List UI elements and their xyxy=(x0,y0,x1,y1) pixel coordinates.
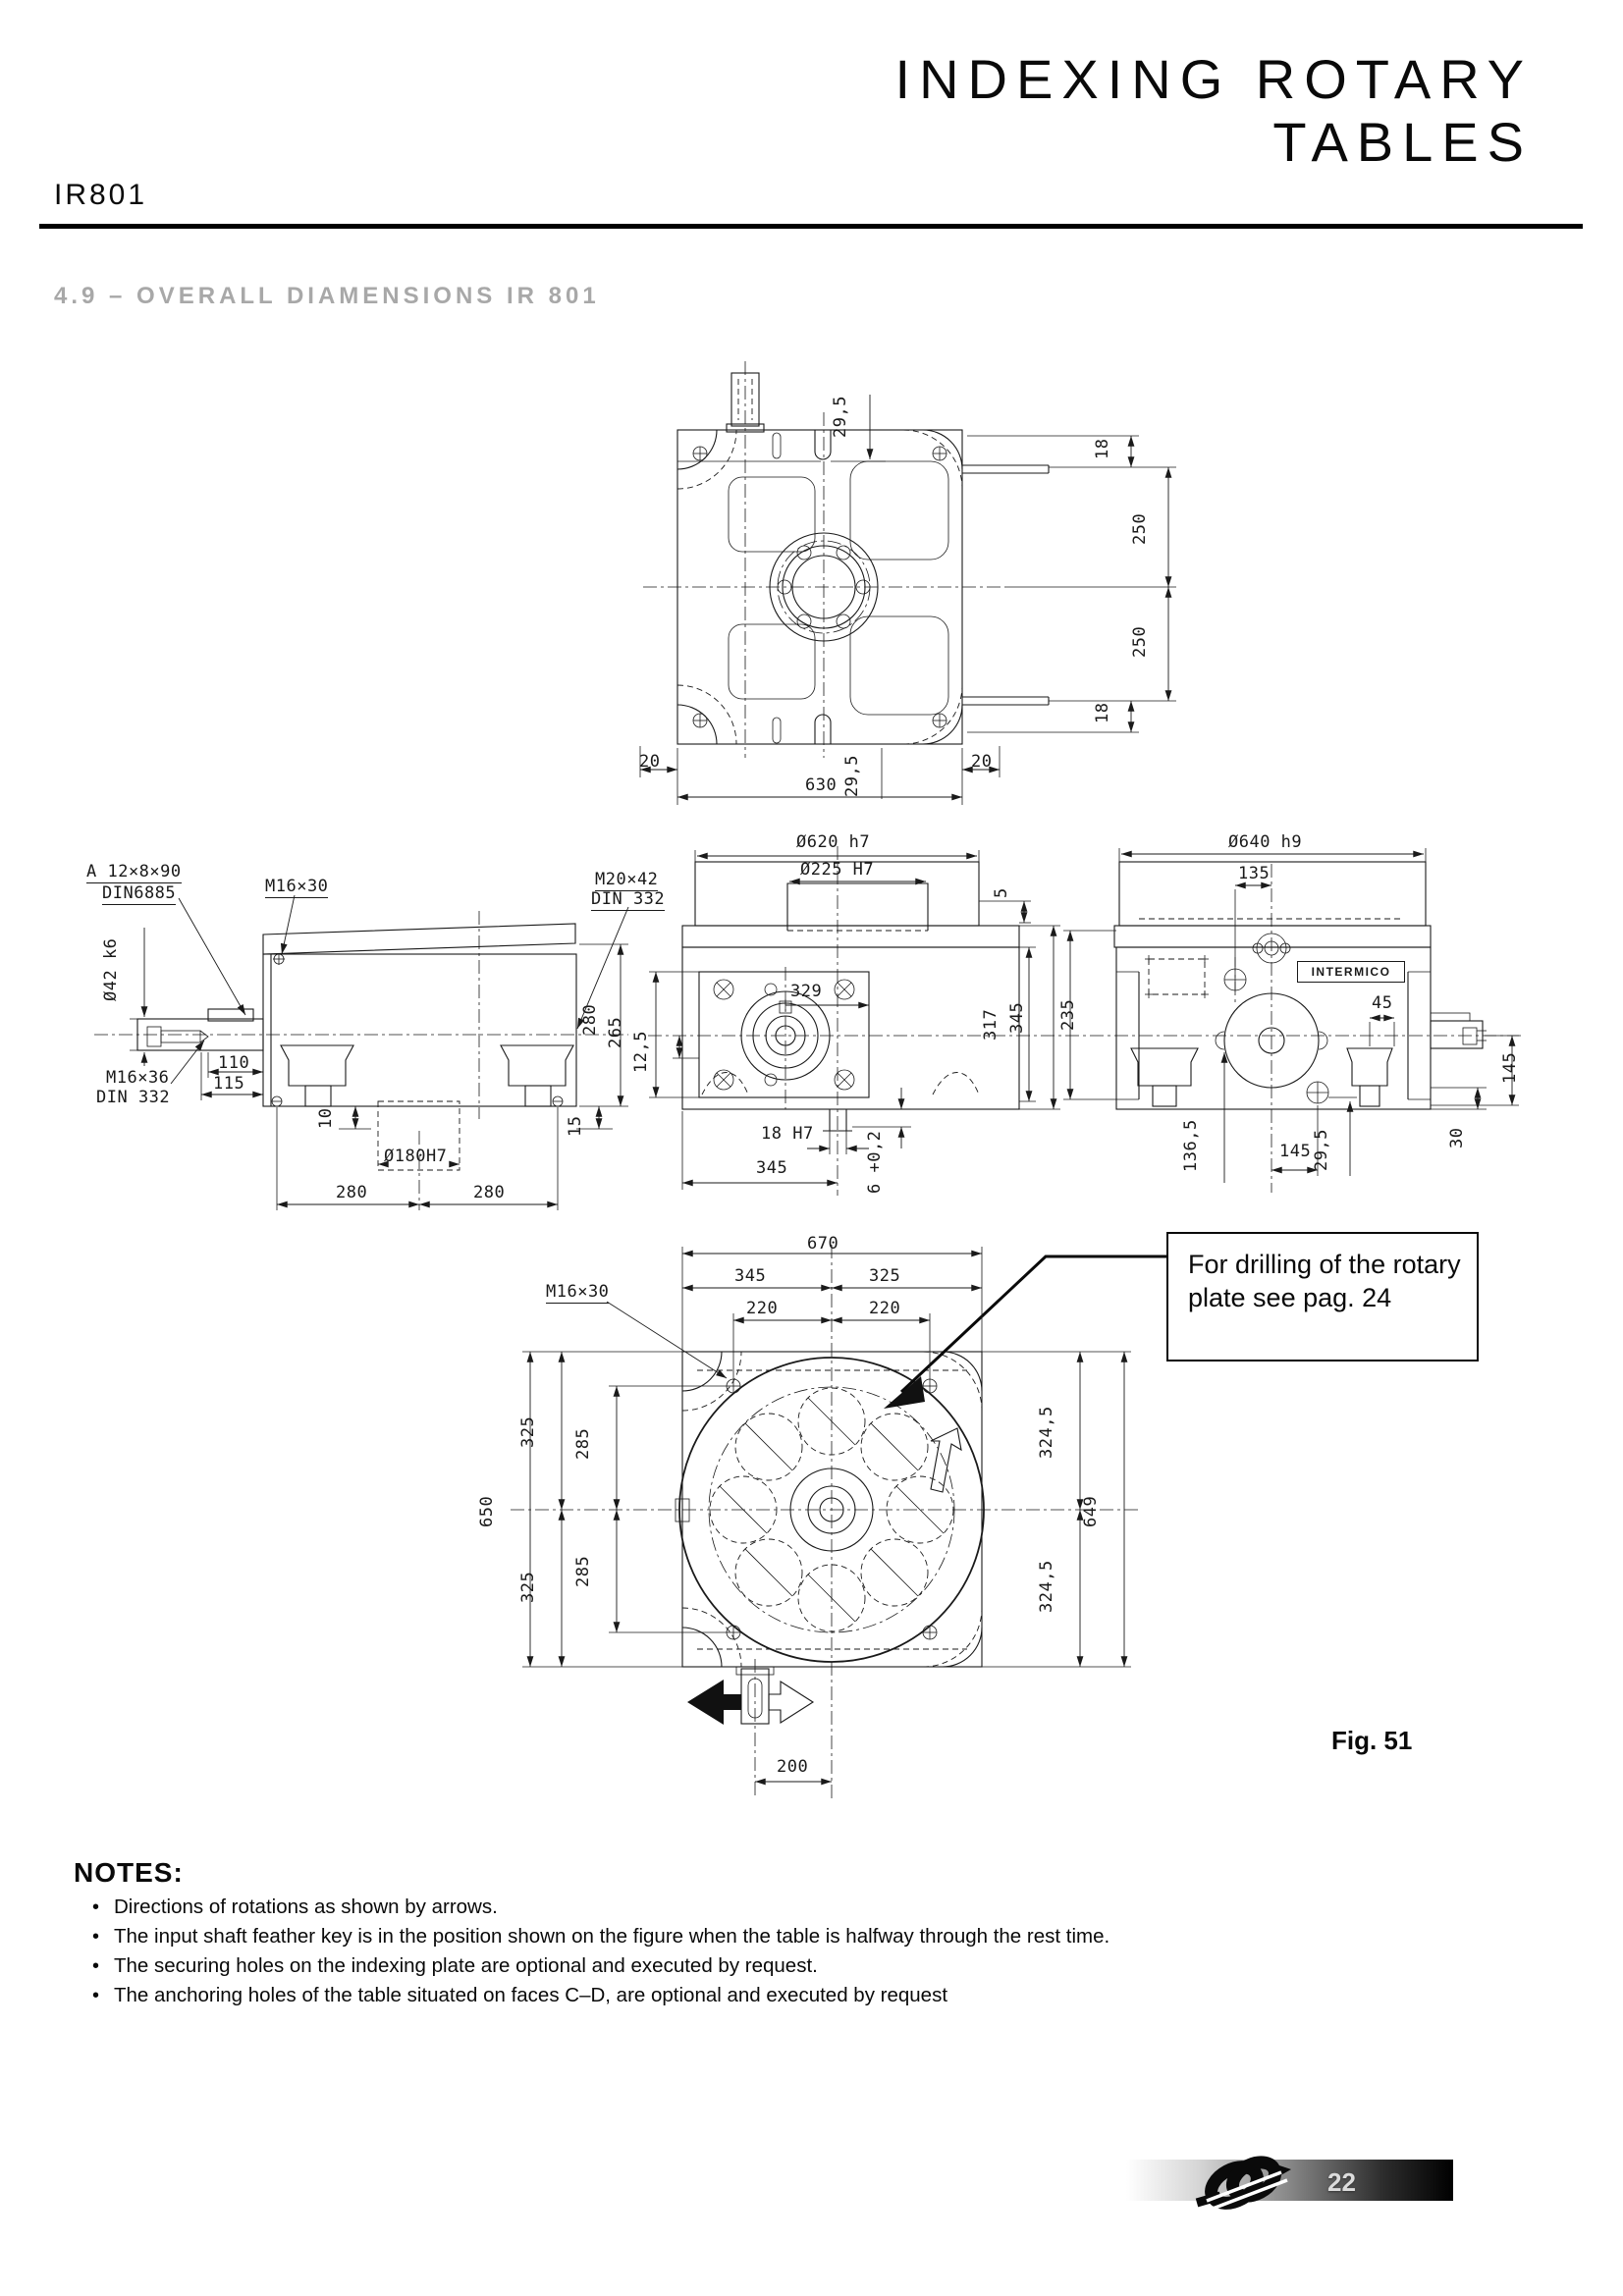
dim-label: 29,5 xyxy=(842,755,862,797)
dim-label: 45 xyxy=(1372,993,1393,1013)
callout-text-line1: For drilling of the rotary xyxy=(1188,1250,1461,1279)
thread-label: DIN 332 xyxy=(591,889,666,909)
page-number: 22 xyxy=(1327,2167,1356,2197)
dim-label: 265 xyxy=(606,1016,625,1048)
dim-label: 15 xyxy=(566,1115,585,1137)
page-title-line1: INDEXING ROTARY xyxy=(894,48,1533,110)
dim-label: 650 xyxy=(477,1495,497,1527)
dia-label: Ø640 h9 xyxy=(1228,832,1303,852)
dim-label: 325 xyxy=(518,1415,538,1448)
dim-label: 329 xyxy=(790,982,823,1001)
note-item: • The input shaft feather key is in the position shown on the figure when the table is halfway through the rest time. xyxy=(90,1922,1514,1951)
dim-label: 325 xyxy=(518,1571,538,1603)
dim-label: 280 xyxy=(580,1003,600,1036)
notes-heading: NOTES: xyxy=(74,1857,184,1888)
thread-label: M16×36 xyxy=(106,1068,170,1088)
brand-name: INTERMICO xyxy=(1311,965,1391,979)
dim-label: 5 xyxy=(992,887,1011,898)
dim-label: 30 xyxy=(1447,1127,1467,1148)
dim-label: 10 xyxy=(316,1107,336,1129)
dim-label: 324,5 xyxy=(1037,1560,1056,1613)
dim-label: 115 xyxy=(213,1074,245,1094)
thread-label: M16×30 xyxy=(265,877,329,896)
dim-label: 145 xyxy=(1500,1051,1520,1084)
dim-label: 345 xyxy=(734,1266,767,1286)
dim-label: 285 xyxy=(573,1427,593,1460)
dim-label: 285 xyxy=(573,1555,593,1587)
dim-label: 200 xyxy=(777,1757,809,1777)
dim-label: 345 xyxy=(1007,1001,1027,1034)
note-item: • Directions of rotations as shown by arrows. xyxy=(90,1893,1514,1922)
top-view-linework xyxy=(640,361,1176,805)
note-item: • The anchoring holes of the table situated on faces C–D, are optional and executed by request xyxy=(90,1981,1514,2010)
callout-text-line2: plate see pag. 24 xyxy=(1188,1283,1392,1312)
brand-nameplate xyxy=(1297,961,1405,983)
key-spec-label: A 12×8×90 xyxy=(86,862,182,881)
section-title: 4.9 – OVERALL DIAMENSIONS IR 801 xyxy=(54,283,600,309)
dim-label: 280 xyxy=(473,1183,506,1202)
model-code: IR801 xyxy=(54,179,148,211)
dim-label: 20 xyxy=(971,752,993,772)
left-side-view-linework xyxy=(94,895,628,1210)
bore-label: Ø180H7 xyxy=(384,1147,448,1166)
dim-label: 235 xyxy=(1058,998,1078,1031)
company-logo-icon xyxy=(1185,2152,1303,2220)
note-item: • The securing holes on the indexing plate are optional and executed by request. xyxy=(90,1951,1514,1981)
bore-label: 18 H7 xyxy=(761,1124,814,1144)
dim-label: 18 xyxy=(1093,438,1112,459)
dim-label: 12,5 xyxy=(631,1031,651,1073)
dim-label: 250 xyxy=(1130,625,1150,658)
dim-label: 29,5 xyxy=(1312,1129,1331,1171)
dim-label: 110 xyxy=(218,1053,250,1073)
dim-label: 280 xyxy=(336,1183,368,1202)
dim-label: 630 xyxy=(805,775,838,795)
dia-label: Ø225 H7 xyxy=(800,860,875,880)
dim-label: 220 xyxy=(746,1299,779,1318)
dim-label: 136,5 xyxy=(1181,1119,1201,1172)
dim-label: 325 xyxy=(869,1266,901,1286)
dim-label: 20 xyxy=(639,752,661,772)
dim-label: 649 xyxy=(1081,1495,1101,1527)
dim-label: 670 xyxy=(807,1234,839,1254)
dim-label: 220 xyxy=(869,1299,901,1318)
thread-label: M20×42 xyxy=(595,870,659,889)
dim-label: 345 xyxy=(756,1158,788,1178)
thread-label: DIN 332 xyxy=(96,1088,171,1107)
dim-label: 18 xyxy=(1093,702,1112,723)
key-spec-label: DIN6885 xyxy=(102,883,177,903)
bottom-view-linework xyxy=(511,1245,1166,1798)
callout-box xyxy=(1166,1232,1479,1362)
dim-label: 250 xyxy=(1130,512,1150,545)
dim-label: 29,5 xyxy=(831,396,850,438)
dim-label: 6 +0,2 xyxy=(865,1130,885,1194)
footer-bar xyxy=(1126,2160,1453,2201)
dia-label: Ø620 h7 xyxy=(796,832,871,852)
figure-caption: Fig. 51 xyxy=(1331,1726,1413,1755)
dim-label: 145 xyxy=(1279,1142,1312,1161)
dim-label: 317 xyxy=(981,1008,1001,1041)
dim-label: 135 xyxy=(1238,864,1271,883)
notes-list xyxy=(90,1893,1514,2010)
thread-label: M16×30 xyxy=(546,1282,610,1302)
shaft-dia-label: Ø42 k6 xyxy=(101,937,121,1001)
dim-label: 324,5 xyxy=(1037,1406,1056,1459)
page-title-line2: TABLES xyxy=(1272,111,1533,173)
